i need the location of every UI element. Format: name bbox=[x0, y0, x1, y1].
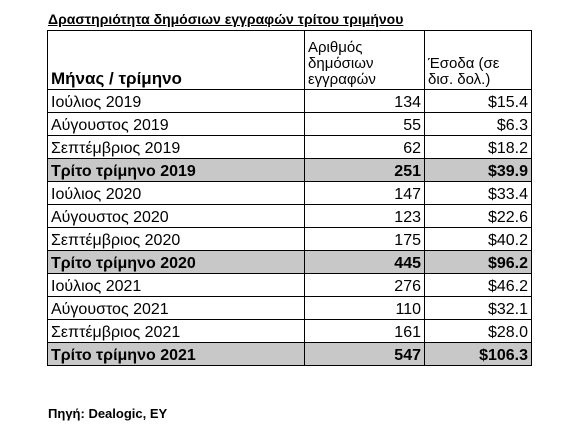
row-revenue: $22.6 bbox=[425, 205, 532, 228]
table-row bbox=[48, 90, 532, 113]
row-count: 55 bbox=[305, 113, 425, 136]
header-revenue-line: δισ. δολ.) bbox=[428, 71, 491, 88]
row-label: Αύγουστος 2020 bbox=[48, 205, 305, 228]
ipo-activity-table bbox=[47, 30, 532, 366]
header-row bbox=[48, 31, 532, 90]
table-row bbox=[48, 320, 532, 343]
row-revenue: $46.2 bbox=[425, 274, 532, 297]
header-count-line: εγγραφών bbox=[308, 71, 376, 88]
row-label: Αύγουστος 2019 bbox=[48, 113, 305, 136]
row-label: Σεπτέμβριος 2020 bbox=[48, 228, 305, 251]
row-revenue: $40.2 bbox=[425, 228, 532, 251]
row-count: 251 bbox=[305, 159, 425, 182]
row-revenue: $32.1 bbox=[425, 297, 532, 320]
row-revenue: $28.0 bbox=[425, 320, 532, 343]
table-row bbox=[48, 297, 532, 320]
row-count: 175 bbox=[305, 228, 425, 251]
quarter-total-row bbox=[48, 251, 532, 274]
table-row bbox=[48, 136, 532, 159]
row-count: 110 bbox=[305, 297, 425, 320]
row-count: 445 bbox=[305, 251, 425, 274]
table-row bbox=[48, 228, 532, 251]
row-count: 147 bbox=[305, 182, 425, 205]
row-count: 276 bbox=[305, 274, 425, 297]
row-label: Ιούλιος 2020 bbox=[48, 182, 305, 205]
row-label: Σεπτέμβριος 2021 bbox=[48, 320, 305, 343]
row-revenue: $18.2 bbox=[425, 136, 532, 159]
row-label: Ιούλιος 2019 bbox=[48, 90, 305, 113]
row-label: Αύγουστος 2021 bbox=[48, 297, 305, 320]
row-revenue: $39.9 bbox=[425, 159, 532, 182]
header-revenue bbox=[425, 31, 532, 90]
row-label: Τρίτο τρίμηνο 2019 bbox=[48, 159, 305, 182]
row-label: Σεπτέμβριος 2019 bbox=[48, 136, 305, 159]
row-revenue: $33.4 bbox=[425, 182, 532, 205]
row-count: 62 bbox=[305, 136, 425, 159]
table-title: Δραστηριότητα δημόσιων εγγραφών τρίτου τριμήνου bbox=[48, 11, 404, 27]
table-row bbox=[48, 113, 532, 136]
header-month: Μήνας / τρίμηνο bbox=[48, 31, 305, 90]
row-count: 123 bbox=[305, 205, 425, 228]
header-count-line: Αριθμός bbox=[308, 39, 363, 56]
row-revenue: $6.3 bbox=[425, 113, 532, 136]
row-revenue: $96.2 bbox=[425, 251, 532, 274]
quarter-total-row bbox=[48, 343, 532, 366]
header-count-line: δημόσιων bbox=[308, 55, 374, 72]
row-revenue: $15.4 bbox=[425, 90, 532, 113]
source-note: Πηγή: Dealogic, EY bbox=[48, 406, 168, 421]
header-count bbox=[305, 31, 425, 90]
quarter-total-row bbox=[48, 159, 532, 182]
row-count: 547 bbox=[305, 343, 425, 366]
row-label: Ιούλιος 2021 bbox=[48, 274, 305, 297]
table-body bbox=[48, 90, 532, 366]
table-row bbox=[48, 182, 532, 205]
row-label: Τρίτο τρίμηνο 2021 bbox=[48, 343, 305, 366]
table-row bbox=[48, 205, 532, 228]
row-revenue: $106.3 bbox=[425, 343, 532, 366]
row-count: 161 bbox=[305, 320, 425, 343]
header-revenue-line: Έσοδα (σε bbox=[428, 55, 500, 72]
table-row bbox=[48, 274, 532, 297]
row-count: 134 bbox=[305, 90, 425, 113]
row-label: Τρίτο τρίμηνο 2020 bbox=[48, 251, 305, 274]
